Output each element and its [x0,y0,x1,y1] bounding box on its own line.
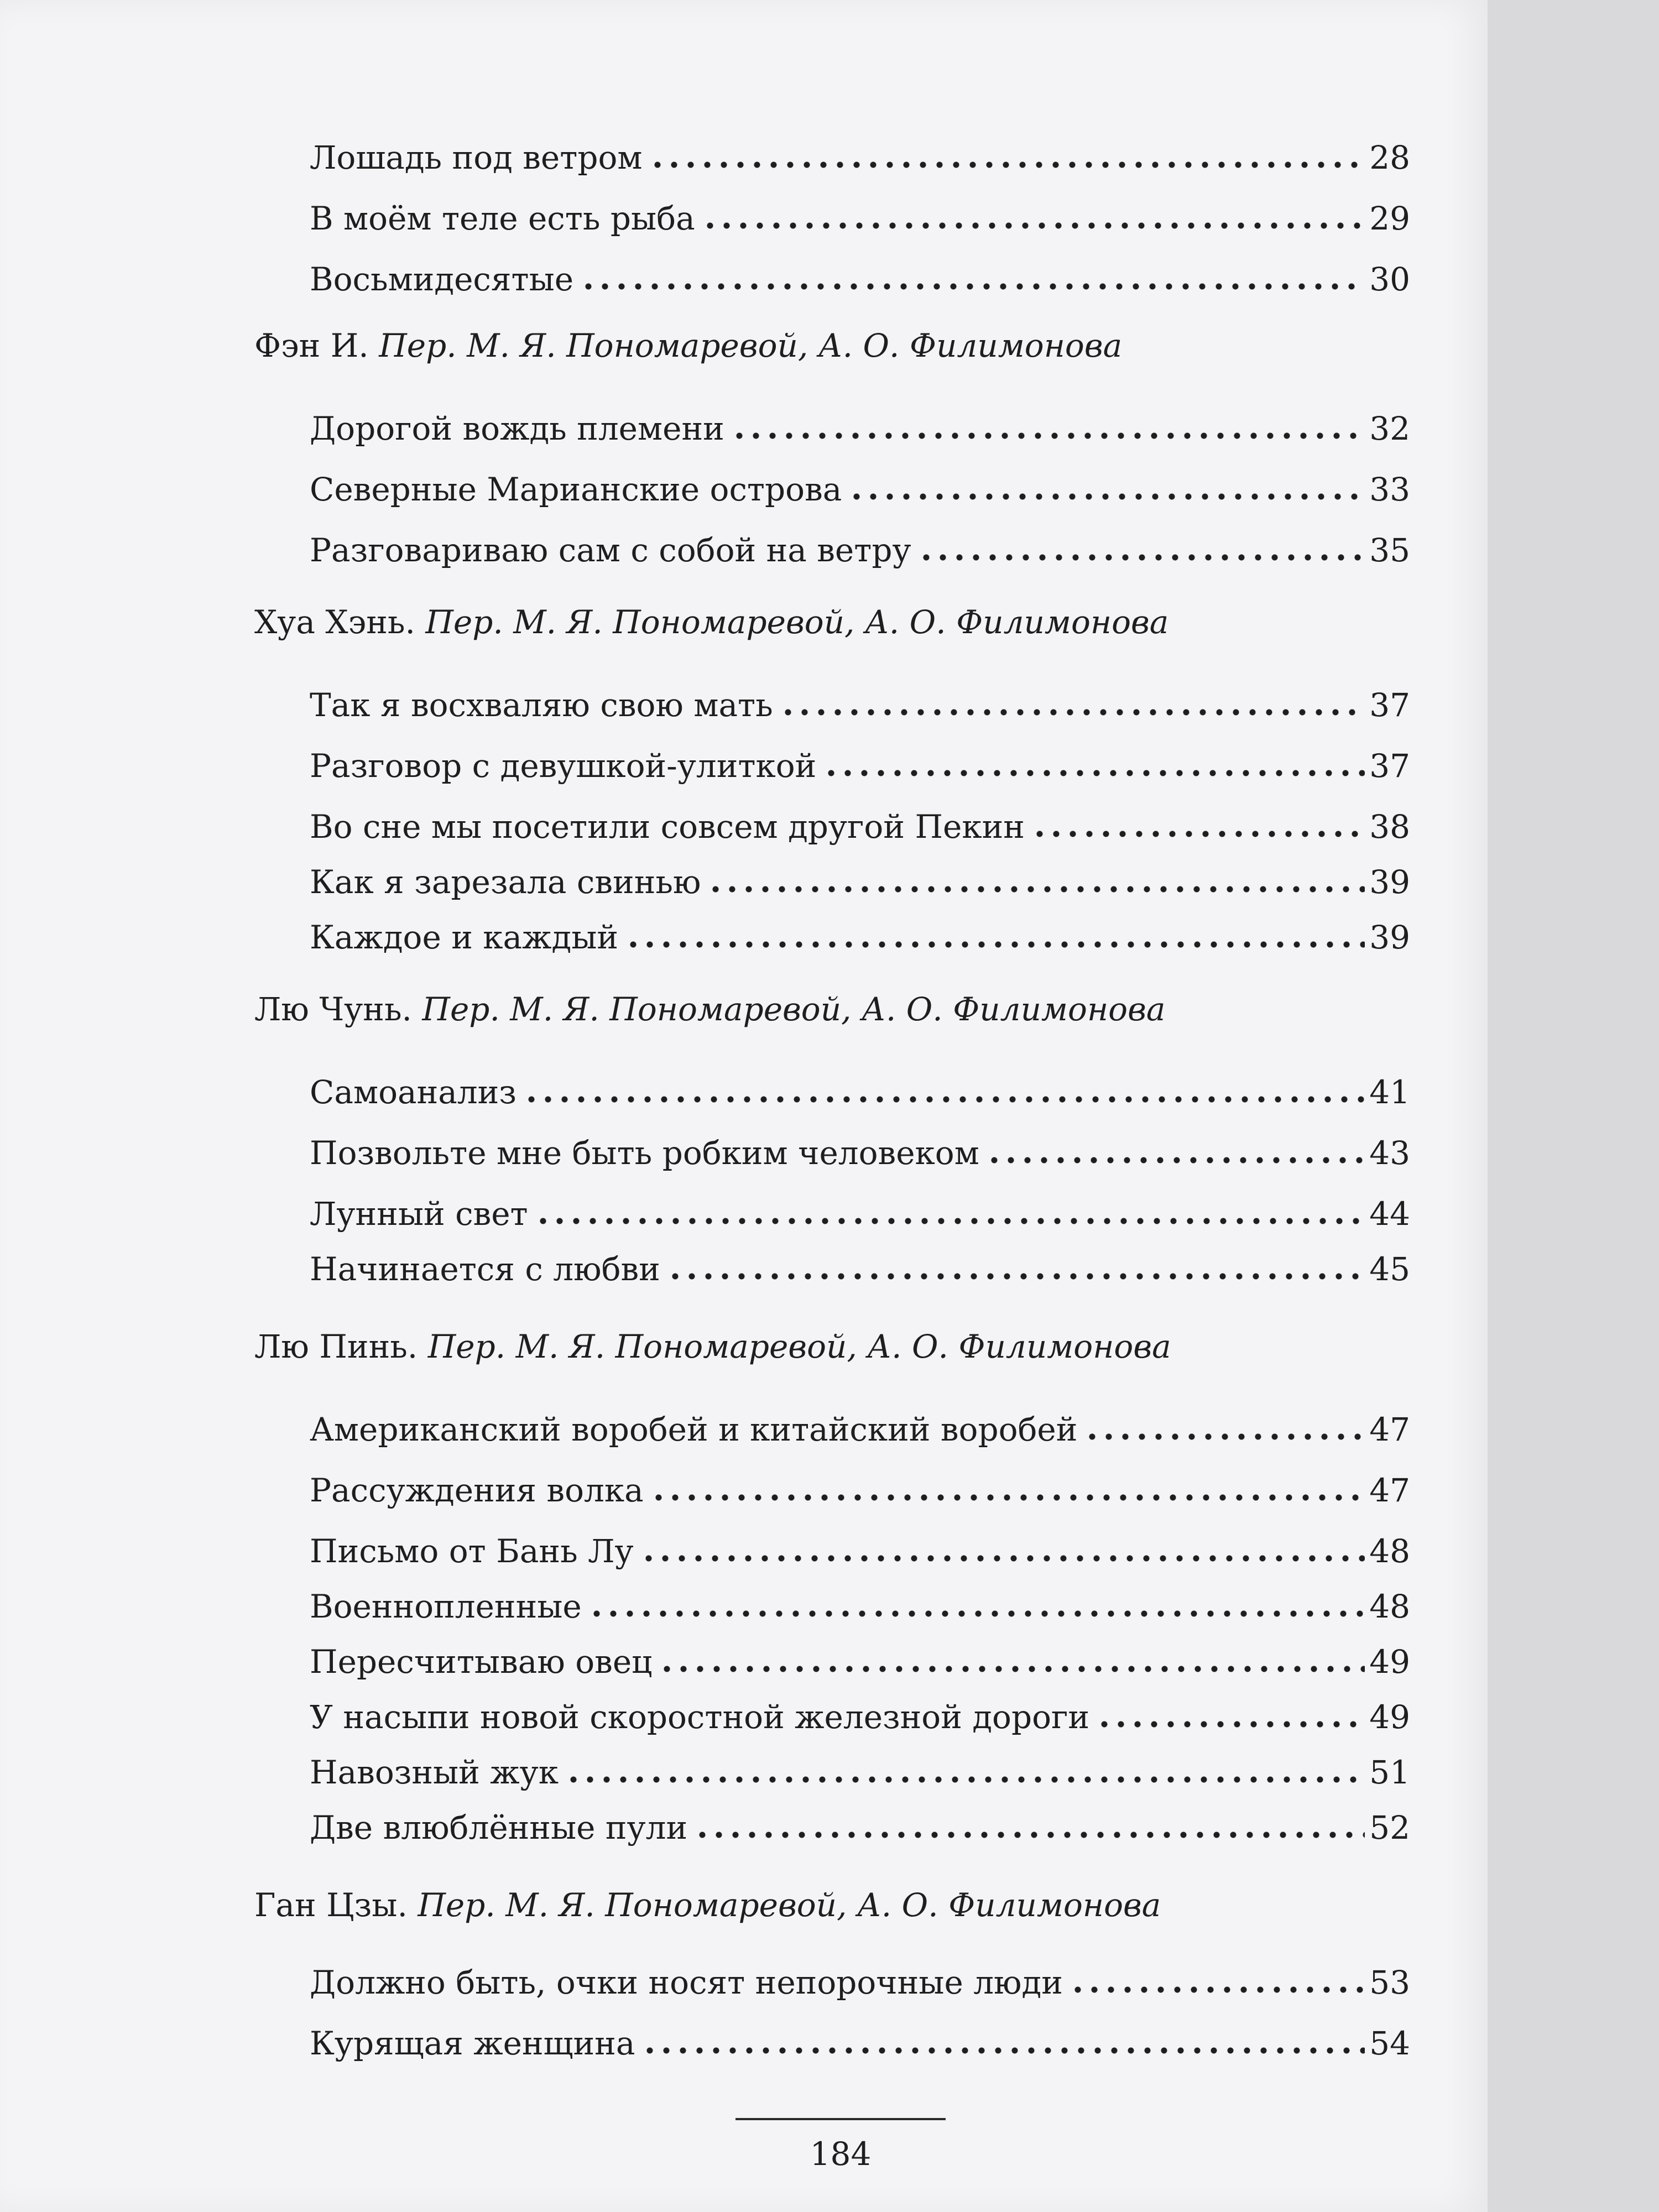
toc-entry [0,796,1488,857]
entry-title: Должно быть, очки носят непорочные люди [310,1964,1063,2001]
toc-entry [0,188,1488,249]
toc-entry [0,852,1488,912]
dot-leader [641,2045,1365,2056]
entry-title: Разговор с девушкой-улиткой [310,747,817,785]
toc-entry [0,735,1488,796]
toc-entry [0,127,1488,188]
toc-entry-line [310,1742,1410,1803]
author-heading [0,979,1488,1040]
dot-leader [523,1094,1365,1105]
entry-title: Пересчитываю овец [310,1643,653,1681]
toc-entry-line [310,2013,1410,2074]
dot-leader [918,552,1365,563]
toc-entry-line [310,675,1410,735]
entry-page-number: 49 [1369,1643,1410,1681]
toc-entry-line [310,907,1410,968]
toc-entry-line [310,249,1410,310]
translator-credit: Пер. М. Я. Пономаревой, А. О. Филимонова [379,327,1123,364]
toc-entry-line [310,1460,1410,1521]
author-name: Ган Цзы. [254,1886,408,1924]
entry-page-number: 38 [1369,808,1410,846]
toc-entry [0,1399,1488,1460]
entry-title: Самоанализ [310,1073,517,1111]
toc-entry [0,1460,1488,1521]
dot-leader [694,1829,1365,1840]
entry-title: Американский воробей и китайский воробей [310,1411,1078,1448]
toc-entry [0,1742,1488,1803]
toc-entry-line [310,127,1410,188]
dot-leader [780,707,1365,718]
toc-entry-line [310,188,1410,249]
dot-leader [588,1608,1365,1619]
toc-entry-line [310,1797,1410,1858]
toc-entry-line [310,1521,1410,1582]
author-heading [0,592,1488,653]
toc-entry [0,1952,1488,2013]
translator-credit: Пер. М. Я. Пономаревой, А. О. Филимонова [427,1328,1171,1365]
entry-title: Курящая женщина [310,2025,635,2062]
footer-page-number: 184 [810,2135,872,2173]
toc-entry [0,907,1488,968]
entry-page-number: 32 [1369,410,1410,447]
toc-entry [0,1123,1488,1183]
toc-entry-line [310,1239,1410,1300]
dot-leader [707,884,1365,895]
entry-page-number: 35 [1369,531,1410,569]
translator-credit: Пер. М. Я. Пономаревой, А. О. Филимонова [422,990,1166,1028]
entry-title: Лунный свет [310,1195,528,1233]
entry-page-number: 37 [1369,747,1410,785]
entry-title: Разговариваю сам с собой на ветру [310,531,911,569]
toc-entry-line [310,520,1410,581]
entry-page-number: 30 [1369,260,1410,298]
toc-entry [0,1631,1488,1692]
toc-entry-line [310,398,1410,459]
toc-entry-line [310,735,1410,796]
toc-entry [0,675,1488,735]
entry-title: Каждое и каждый [310,919,619,956]
toc-entry [0,2013,1488,2074]
toc-entry-line [310,459,1410,520]
footer-rule [735,2118,946,2120]
entry-title: Начинается с любви [310,1250,660,1288]
entry-page-number: 33 [1369,471,1410,508]
entry-title: В моём теле есть рыба [310,200,695,237]
author-heading [0,315,1488,376]
dot-leader [659,1663,1365,1674]
toc-entry [0,1687,1488,1747]
toc-entry [0,459,1488,520]
author-name: Лю Пинь. [254,1328,418,1365]
toc-entry [0,520,1488,581]
entry-page-number: 39 [1369,863,1410,901]
dot-leader [649,159,1365,170]
entry-title: Две влюблённые пули [310,1809,688,1846]
entry-page-number: 45 [1369,1250,1410,1288]
dot-leader [848,491,1365,502]
toc-entry-line [310,1631,1410,1692]
entry-title: Письмо от Бань Лу [310,1532,634,1570]
toc-entry-line [310,1399,1410,1460]
entry-title: Позвольте мне быть робким человеком [310,1134,979,1172]
entry-page-number: 53 [1369,1964,1410,2001]
entry-page-number: 47 [1369,1472,1410,1509]
dot-leader [1084,1431,1365,1442]
dot-leader [565,1774,1365,1785]
entry-page-number: 48 [1369,1588,1410,1625]
toc-entry [0,249,1488,310]
entry-title: Дорогой вождь племени [310,410,724,447]
dot-leader [1096,1719,1365,1730]
entry-page-number: 37 [1369,686,1410,724]
entry-title: Навозный жук [310,1754,559,1791]
entry-title: Во сне мы посетили совсем другой Пекин [310,808,1025,846]
author-name: Фэн И. [254,327,369,364]
toc-entry-line [310,852,1410,912]
toc-entry [0,1239,1488,1300]
toc-entry [0,398,1488,459]
translator-credit: Пер. М. Я. Пономаревой, А. О. Филимонова [418,1886,1161,1924]
entry-page-number: 39 [1369,919,1410,956]
entry-page-number: 48 [1369,1532,1410,1570]
entry-title: Восьмидесятые [310,260,574,298]
toc-entry [0,1521,1488,1582]
entry-page-number: 44 [1369,1195,1410,1233]
toc-entry-line [310,796,1410,857]
entry-page-number: 41 [1369,1073,1410,1111]
dot-leader [823,768,1365,779]
entry-title: Лошадь под ветром [310,139,643,176]
author-name: Лю Чунь. [254,990,412,1028]
toc-entry-line [310,1123,1410,1183]
entry-page-number: 47 [1369,1411,1410,1448]
toc-entry [0,1062,1488,1123]
entry-page-number: 43 [1369,1134,1410,1172]
toc-entry-line [310,1952,1410,2013]
translator-credit: Пер. М. Я. Пономаревой, А. О. Филимонова [425,603,1169,641]
entry-page-number: 29 [1369,200,1410,237]
entry-page-number: 54 [1369,2025,1410,2062]
dot-leader [1031,828,1365,839]
entry-page-number: 52 [1369,1809,1410,1846]
entry-title: Военнопленные [310,1588,582,1625]
entry-title: Северные Марианские острова [310,471,842,508]
toc-entry-line [310,1062,1410,1123]
dot-leader [625,939,1365,950]
dot-leader [731,430,1365,441]
dot-leader [650,1492,1365,1503]
author-name: Хуа Хэнь. [254,603,415,641]
toc-entry-line [310,1576,1410,1637]
toc-entry [0,1183,1488,1244]
entry-title: Рассуждения волка [310,1472,644,1509]
dot-leader [1070,1984,1365,1995]
dot-leader [640,1553,1365,1564]
entry-title: Так я восхваляю свою мать [310,686,773,724]
toc-entry-line [310,1183,1410,1244]
entry-page-number: 49 [1369,1698,1410,1736]
author-heading [0,1316,1488,1377]
entry-page-number: 51 [1369,1754,1410,1791]
toc-entry [0,1576,1488,1637]
entry-title: У насыпи новой скоростной железной дороги [310,1698,1090,1736]
dot-leader [986,1155,1365,1166]
dot-leader [535,1215,1365,1227]
dot-leader [667,1271,1365,1282]
entry-page-number: 28 [1369,139,1410,176]
author-heading [0,1875,1488,1936]
toc-entry-line [310,1687,1410,1747]
entry-title: Как я зарезала свинью [310,863,701,901]
toc-entry [0,1797,1488,1858]
dot-leader [580,281,1365,292]
dot-leader [702,220,1365,231]
